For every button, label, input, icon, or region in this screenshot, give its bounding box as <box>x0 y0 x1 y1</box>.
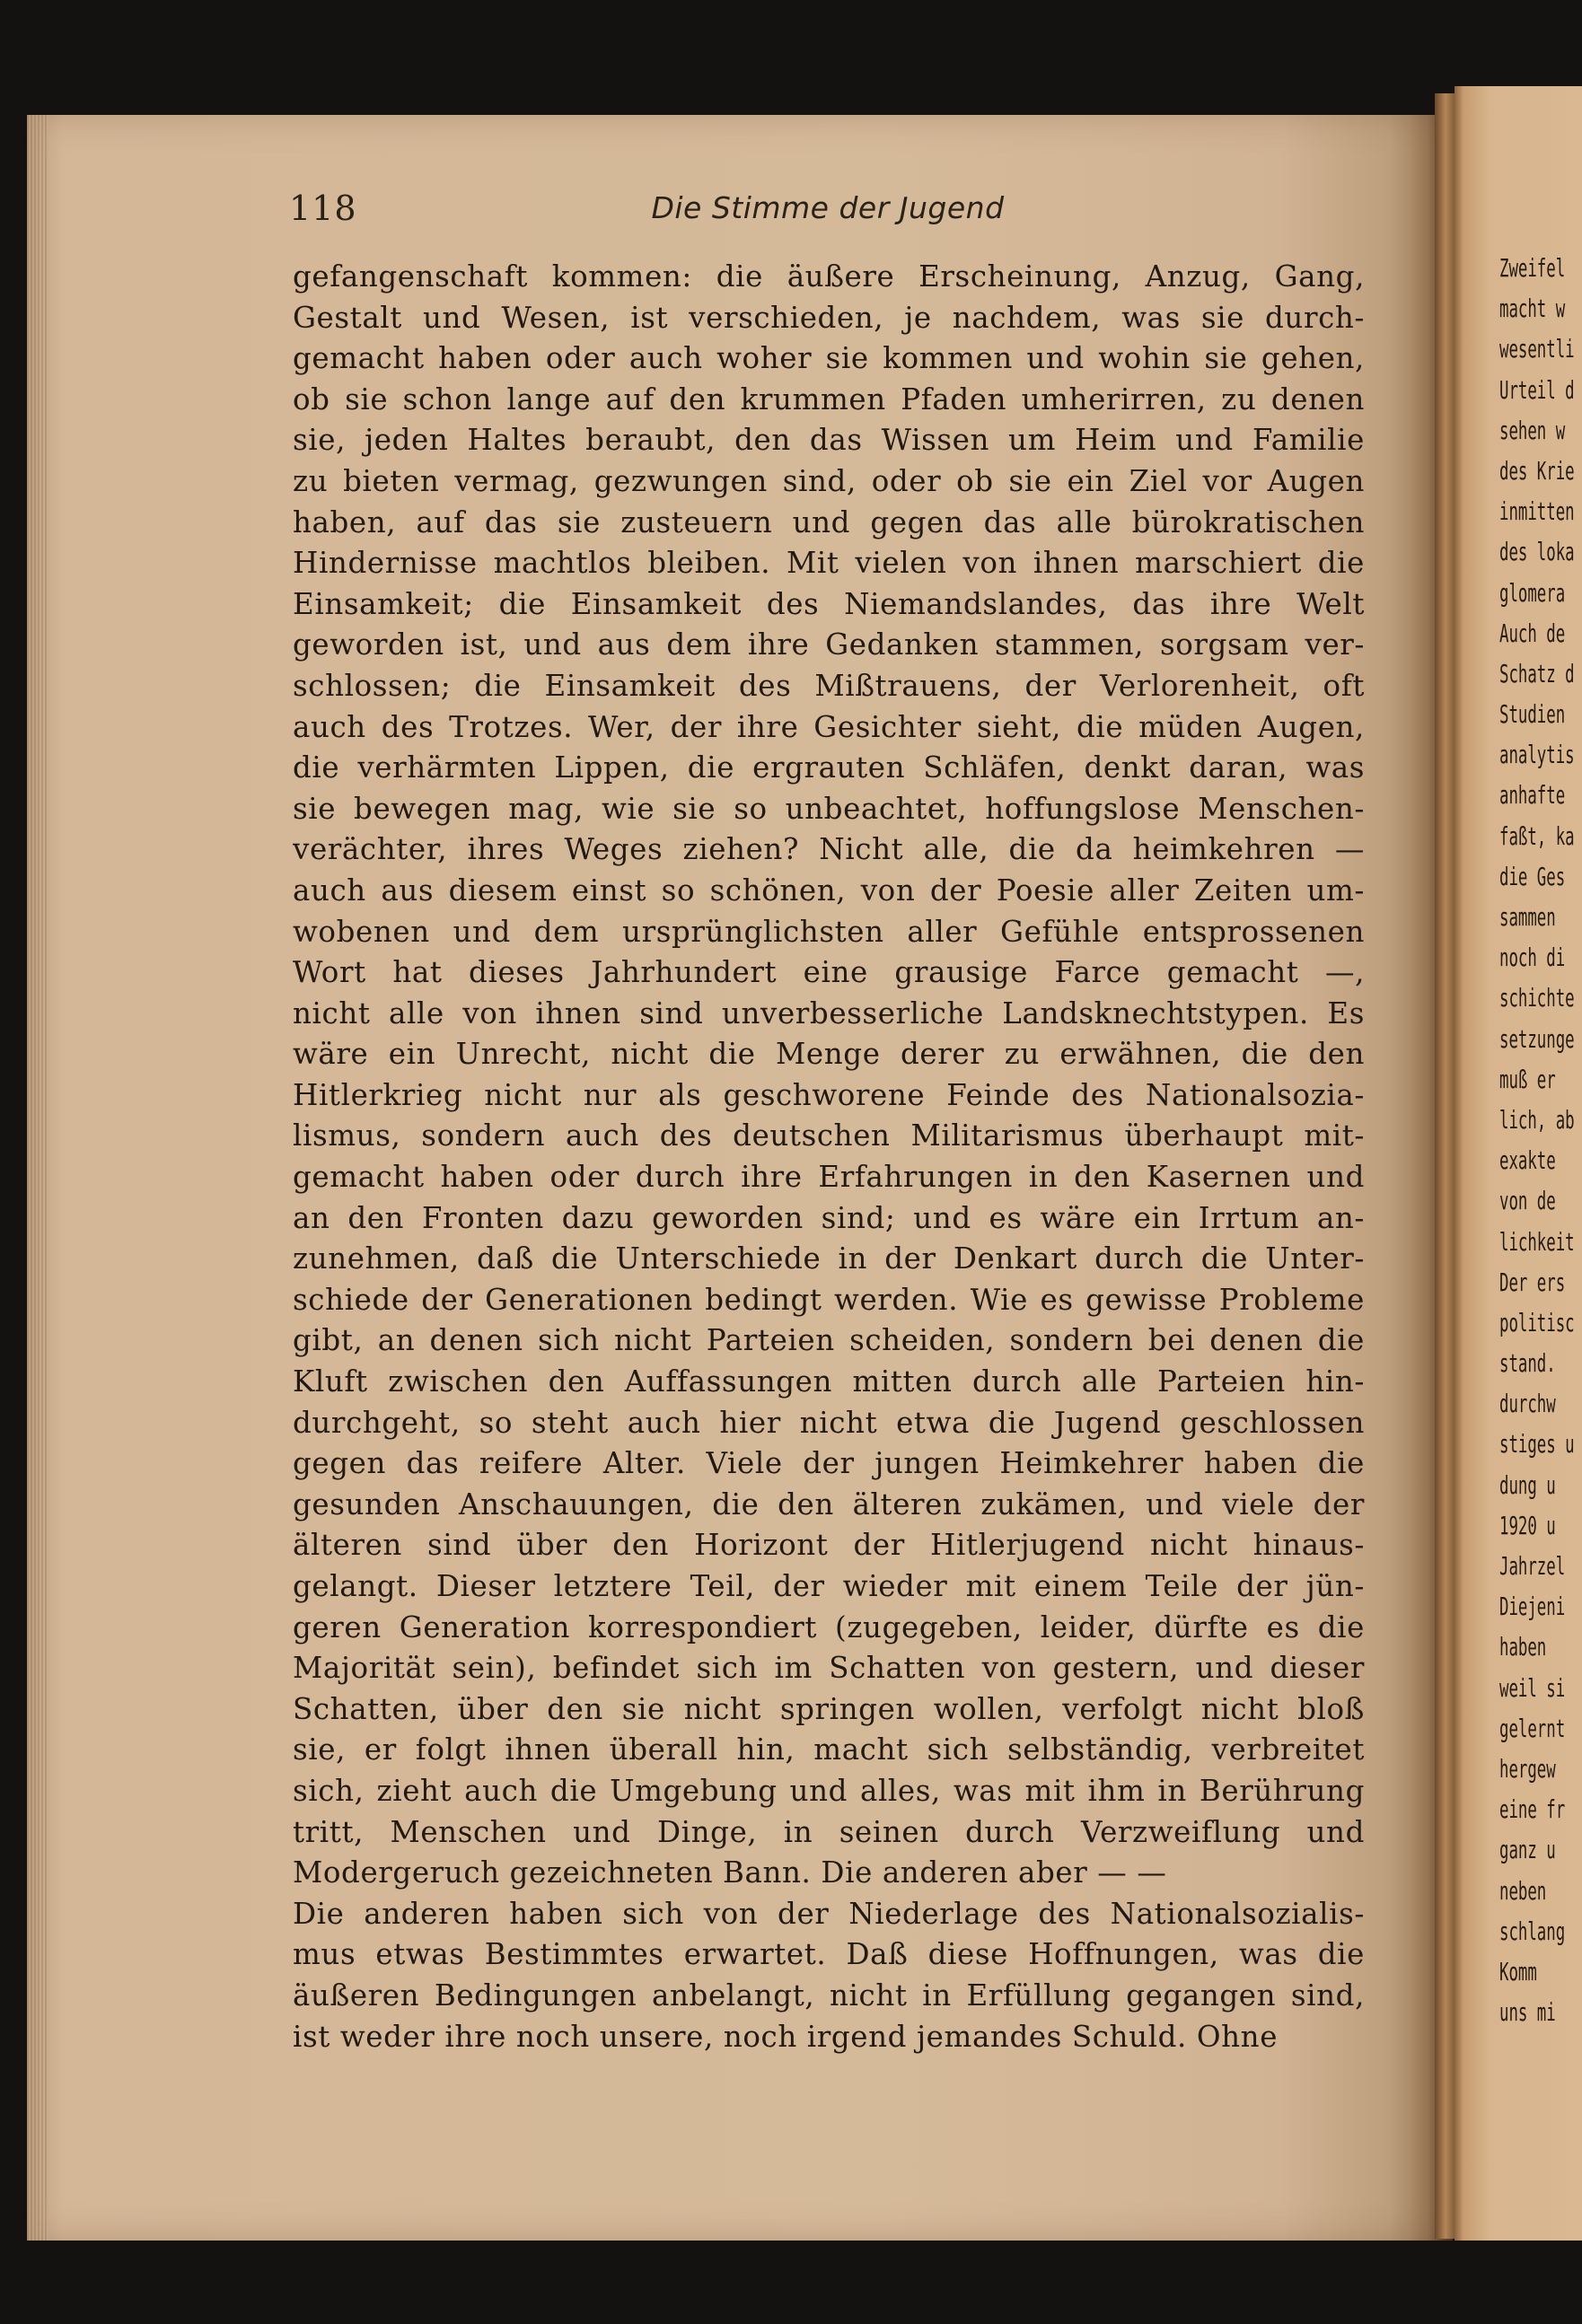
right-page-line: stiges u <box>1499 1429 1575 1460</box>
text-line: an den Fronten dazu geworden sind; und es wäre ein Irrtum an- <box>293 1200 1365 1235</box>
right-page-line: 1920 u <box>1499 1510 1556 1540</box>
text-line: gemacht haben oder durch ihre Erfahrungen in den Kasernen und <box>293 1160 1365 1195</box>
right-page-line: ganz u <box>1499 1835 1556 1865</box>
right-page-line: politisc <box>1499 1307 1575 1337</box>
text-line: durchgeht, so steht auch hier nicht etwa die Jugend geschlossen <box>293 1405 1365 1440</box>
text-line: tritt, Menschen und Dinge, in seinen durch Verzweiflung und <box>293 1814 1365 1849</box>
right-page-line: sammen <box>1499 902 1556 932</box>
right-page-line: exakte <box>1499 1145 1556 1176</box>
text-line: zu bieten vermag, gezwungen sind, oder ob sie ein Ziel vor Augen <box>293 463 1365 498</box>
text-line: haben, auf das sie zusteuern und gegen das alle bürokratischen <box>293 504 1365 539</box>
text-line: sich, zieht auch die Umgebung und alles, was mit ihm in Berührung <box>293 1773 1365 1808</box>
text-line: mus etwas Bestimmtes erwartet. Daß diese Hoffnungen, was die <box>293 1937 1365 1972</box>
right-page-line: haben <box>1499 1632 1547 1662</box>
right-page-line: Schatz d <box>1499 658 1575 688</box>
right-page-line: gelernt <box>1499 1713 1566 1743</box>
right-page-line: wesentli <box>1499 334 1575 364</box>
page-edge <box>27 115 48 2241</box>
text-line: Kluft zwischen den Auffassungen mitten durch alle Parteien hin- <box>293 1364 1365 1399</box>
text-line: äußeren Bedingungen anbelangt, nicht in Erfüllung gegangen sind, <box>293 1978 1365 2013</box>
right-page-line: lichkeit <box>1499 1226 1575 1257</box>
right-page-line: schlang <box>1499 1916 1566 1946</box>
page-header <box>289 189 1367 242</box>
page-number: 118 <box>289 189 357 228</box>
right-page-line: inmitten <box>1499 496 1575 527</box>
text-line: Einsamkeit; die Einsamkeit des Niemandslandes, das ihre Welt <box>293 586 1365 621</box>
text-line: Hitlerkrieg nicht nur als geschworene Feinde des Nationalsozia- <box>293 1077 1365 1112</box>
text-line: geren Generation korrespondiert (zugegeben, leider, dürfte es die <box>293 1609 1365 1644</box>
right-page-line: weil si <box>1499 1672 1566 1703</box>
text-line: lismus, sondern auch des deutschen Militarismus überhaupt mit- <box>293 1118 1365 1153</box>
right-page-line: eine fr <box>1499 1794 1566 1825</box>
text-line: gefangenschaft kommen: die äußere Erscheinung, Anzug, Gang, <box>293 259 1365 294</box>
right-page-line: Studien <box>1499 699 1566 730</box>
text-line: auch des Trotzes. Wer, der ihre Gesichter sieht, die müden Augen, <box>293 709 1365 744</box>
text-line: gegen das reifere Alter. Viele der jungen Heimkehrer haben die <box>293 1446 1365 1481</box>
text-line: gibt, an denen sich nicht Parteien scheiden, sondern bei denen die <box>293 1323 1365 1358</box>
right-page-line: noch di <box>1499 943 1566 973</box>
text-line: schlossen; die Einsamkeit des Mißtrauens, der Verlorenheit, oft <box>293 668 1365 703</box>
right-page-line: stand. <box>1499 1348 1556 1379</box>
text-line: Modergeruch gezeichneten Bann. Die anderen aber — — <box>293 1855 1167 1890</box>
right-page-line: macht w <box>1499 294 1566 324</box>
right-page-line: schichte <box>1499 983 1575 1013</box>
right-page-line: hergew <box>1499 1753 1556 1784</box>
text-line: auch aus diesem einst so schönen, von der Poesie aller Zeiten um- <box>293 873 1365 908</box>
text-line: ob sie schon lange auf den krummen Pfaden umherirren, zu denen <box>293 381 1365 417</box>
text-line: sie bewegen mag, wie sie so unbeachtet, hoffungslose Menschen- <box>293 791 1365 826</box>
right-page-line: Urteil d <box>1499 374 1575 405</box>
right-page-line: faßt, ka <box>1499 820 1575 851</box>
text-line: sie, er folgt ihnen überall hin, macht sich selbständig, verbreitet <box>293 1732 1365 1767</box>
right-page-line: die Ges <box>1499 861 1566 891</box>
text-line: Die anderen haben sich von der Niederlage des Nationalsozialis- <box>293 1896 1365 1931</box>
right-page-line: Komm <box>1499 1956 1537 1986</box>
right-page-line: Diejeni <box>1499 1592 1566 1622</box>
right-page-text <box>1499 248 1582 2032</box>
right-page-line: uns mi <box>1499 1997 1556 2028</box>
right-page-line: glomera <box>1499 577 1566 608</box>
right-page-line: sehen w <box>1499 415 1566 445</box>
text-line: Hindernisse machtlos bleiben. Mit vielen von ihnen marschiert die <box>293 546 1365 581</box>
text-line: wäre ein Unrecht, nicht die Menge derer zu erwähnen, die den <box>293 1037 1365 1072</box>
text-line: die verhärmten Lippen, die ergrauten Schläfen, denkt daran, was <box>293 750 1365 785</box>
text-line: schiede der Generationen bedingt werden. Wie es gewisse Probleme <box>293 1282 1365 1317</box>
right-page-line: von de <box>1499 1186 1556 1216</box>
right-page-line: Jahrzel <box>1499 1551 1566 1581</box>
body-text <box>293 257 1365 2057</box>
right-page-line: setzunge <box>1499 1023 1575 1054</box>
right-page-line: anhafte <box>1499 780 1566 811</box>
right-page-line: analytis <box>1499 740 1575 770</box>
book-spine <box>1435 93 1456 2239</box>
text-line: älteren sind über den Horizont der Hitlerjugend nicht hinaus- <box>293 1528 1365 1563</box>
right-page-line: Zweifel <box>1499 253 1566 283</box>
text-line: ist weder ihre noch unsere, noch irgend jemandes Schuld. Ohne <box>293 2019 1279 2054</box>
text-line: sie, jeden Haltes beraubt, den das Wissen um Heim und Familie <box>293 423 1365 458</box>
text-line: Gestalt und Wesen, ist verschieden, je nachdem, was sie durch- <box>293 300 1365 335</box>
text-line: verächter, ihres Weges ziehen? Nicht alle, die da heimkehren — <box>293 832 1365 867</box>
right-page-line: des Krie <box>1499 455 1575 486</box>
running-title: Die Stimme der Jugend <box>651 190 1005 225</box>
right-page-line: Auch de <box>1499 618 1566 648</box>
text-line: zunehmen, daß die Unterschiede in der Denkart durch die Unter- <box>293 1241 1365 1276</box>
right-page-line: neben <box>1499 1875 1547 1906</box>
right-page-line: Der ers <box>1499 1267 1566 1297</box>
text-line: gemacht haben oder auch woher sie kommen und wohin sie gehen, <box>293 341 1365 376</box>
text-line: nicht alle von ihnen sind unverbesserliche Landsknechtstypen. Es <box>293 995 1365 1030</box>
text-line: gelangt. Dieser letztere Teil, der wieder mit einem Teile der jün- <box>293 1569 1365 1603</box>
right-page-line: durchw <box>1499 1389 1556 1419</box>
right-page-line: muß er <box>1499 1064 1556 1094</box>
right-page-line: lich, ab <box>1499 1104 1575 1135</box>
text-line: Schatten, über den sie nicht springen wollen, verfolgt nicht bloß <box>293 1691 1365 1726</box>
right-page-line: dung u <box>1499 1469 1556 1500</box>
text-line: Wort hat dieses Jahrhundert eine grausige Farce gemacht —, <box>293 955 1365 990</box>
text-line: Majorität sein), befindet sich im Schatten von gestern, und dieser <box>293 1651 1365 1686</box>
text-line: gesunden Anschauungen, die den älteren zukämen, und viele der <box>293 1486 1365 1522</box>
text-line: wobenen und dem ursprünglichsten aller Gefühle entsprossenen <box>293 914 1365 949</box>
right-page-line: des loka <box>1499 537 1575 567</box>
text-line: geworden ist, und aus dem ihre Gedanken stammen, sorgsam ver- <box>293 627 1365 662</box>
